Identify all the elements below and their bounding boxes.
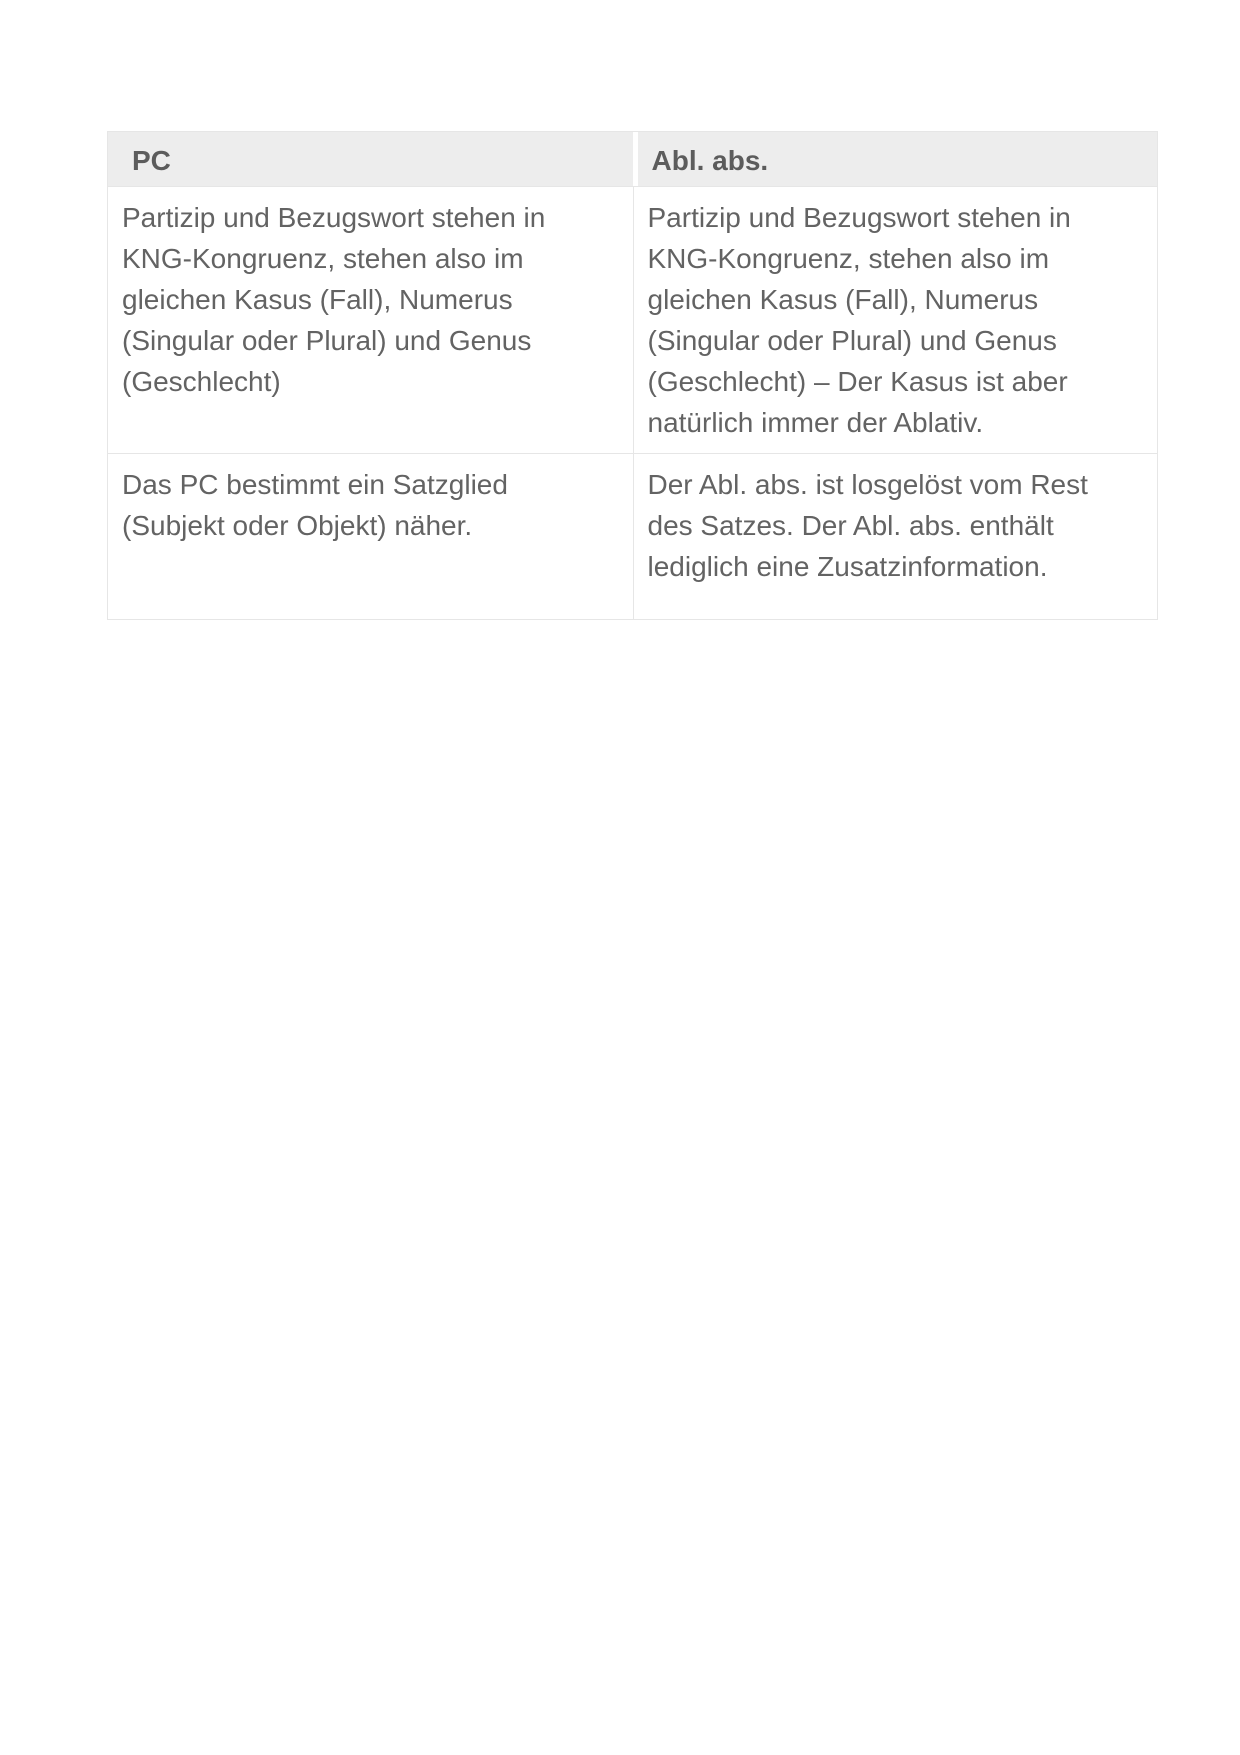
cell-pc-kng-kongruenz: Partizip und Bezugswort stehen in KNG-Kongruenz, stehen also im gleichen Kasus (Fall), Numerus (Singular oder Plural) und Genus (Geschlecht) <box>122 202 546 397</box>
cell-abl-abs-kng-kongruenz: Partizip und Bezugswort stehen in KNG-Kongruenz, stehen also im gleichen Kasus (Fall), Numerus (Singular oder Plural) und Genus (Geschlecht) – Der Kasus ist aber natürlich immer der Ablativ. <box>633 187 1158 453</box>
cell-abl-abs-zusatzinformation: Der Abl. abs. ist losgelöst vom Rest des Satzes. Der Abl. abs. enthält lediglich eine Zusatzinformation. <box>633 454 1158 619</box>
table-row <box>108 186 1157 453</box>
header-cell-pc: PC <box>108 132 633 186</box>
cell-pc-satzglied: Das PC bestimmt ein Satzglied (Subjekt oder Objekt) näher. <box>122 469 508 541</box>
table-header-row <box>108 132 1157 186</box>
comparison-table <box>107 131 1158 620</box>
header-cell-abl-abs: Abl. abs. <box>633 132 1158 186</box>
table-row <box>108 453 1157 619</box>
